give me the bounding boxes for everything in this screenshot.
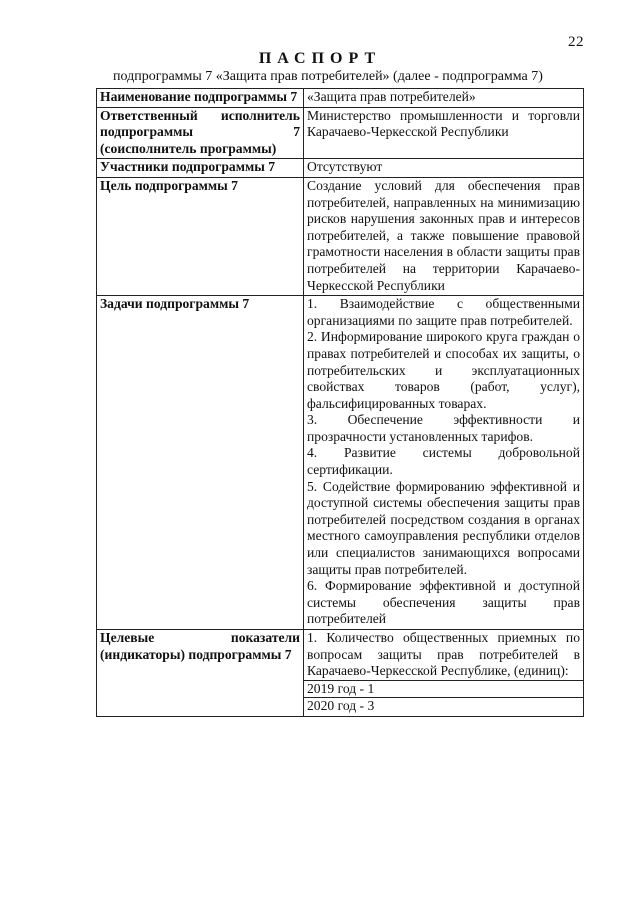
row-value: Министерство промышленности и торговли Карачаево-Черкесской Республики [304, 107, 584, 159]
document-subtitle: подпрограммы 7 «Защита прав потребителей» (далее - подпрограмма 7) [113, 69, 543, 84]
task-item: 2. Информирование широкого круга граждан о правах потребителей и способах их защиты, о потребительских и эксплуатационных свойствах товаров (работ, услуг), фальсифицированных товарах. [307, 329, 580, 411]
task-item: 6. Формирование эффективной и доступной системы обеспечения защиты прав потребителей [307, 578, 580, 627]
row-label: Наименование подпрограммы 7 [97, 89, 304, 108]
row-label: Цель подпрограммы 7 [97, 177, 304, 295]
task-item: 1. Взаимодействие с общественными организациями по защите прав потребителей. [307, 296, 580, 328]
row-value: Создание условий для обеспечения прав потребителей, направленных на минимизацию рисков нарушения законных прав и интересов потребителей, а также повышение правовой грамотности населения в области защиты прав потребителей на территории Карачаево-Черкесской Республики [304, 177, 584, 295]
tasks-label: Задачи подпрограммы 7 [97, 296, 304, 630]
task-item: 4. Развитие системы добровольной сертификации. [307, 445, 580, 478]
table-row [97, 630, 584, 717]
row-value: «Защита прав потребителей» [304, 89, 584, 108]
table-row [97, 107, 584, 159]
task-item: 3. Обеспечение эффективности и прозрачности установленных тарифов. [307, 412, 580, 444]
row-value: Отсутствуют [304, 159, 584, 178]
document-title: ПАСПОРТ [258, 50, 382, 67]
table-row [97, 177, 584, 295]
passport-table [96, 88, 584, 717]
table-row [97, 296, 584, 630]
indicators-label: Целевые показатели (индикаторы) подпрограммы 7 [97, 630, 304, 717]
row-label: Ответственный исполнитель подпрограммы 7 (соисполнитель программы) [97, 107, 304, 159]
tasks-list [304, 296, 584, 630]
indicators-value [304, 630, 584, 717]
table-row [97, 159, 584, 178]
indicator-year: 2019 год - 1 [304, 680, 583, 698]
page-number: 22 [568, 34, 584, 50]
indicator-year: 2020 год - 3 [304, 697, 583, 715]
indicator-text: 1. Количество общественных приемных по вопросам защиты прав потребителей в Карачаево-Черкесской Республике, (единиц): [307, 630, 580, 679]
task-item: 5. Содействие формированию эффективной и доступной системы обеспечения защиты прав потребителей посредством создания в органах местного самоуправления республики отделов или специалистов занимающихся вопросами защиты прав потребителей. [307, 478, 580, 577]
table-row [97, 89, 584, 108]
row-label: Участники подпрограммы 7 [97, 159, 304, 178]
